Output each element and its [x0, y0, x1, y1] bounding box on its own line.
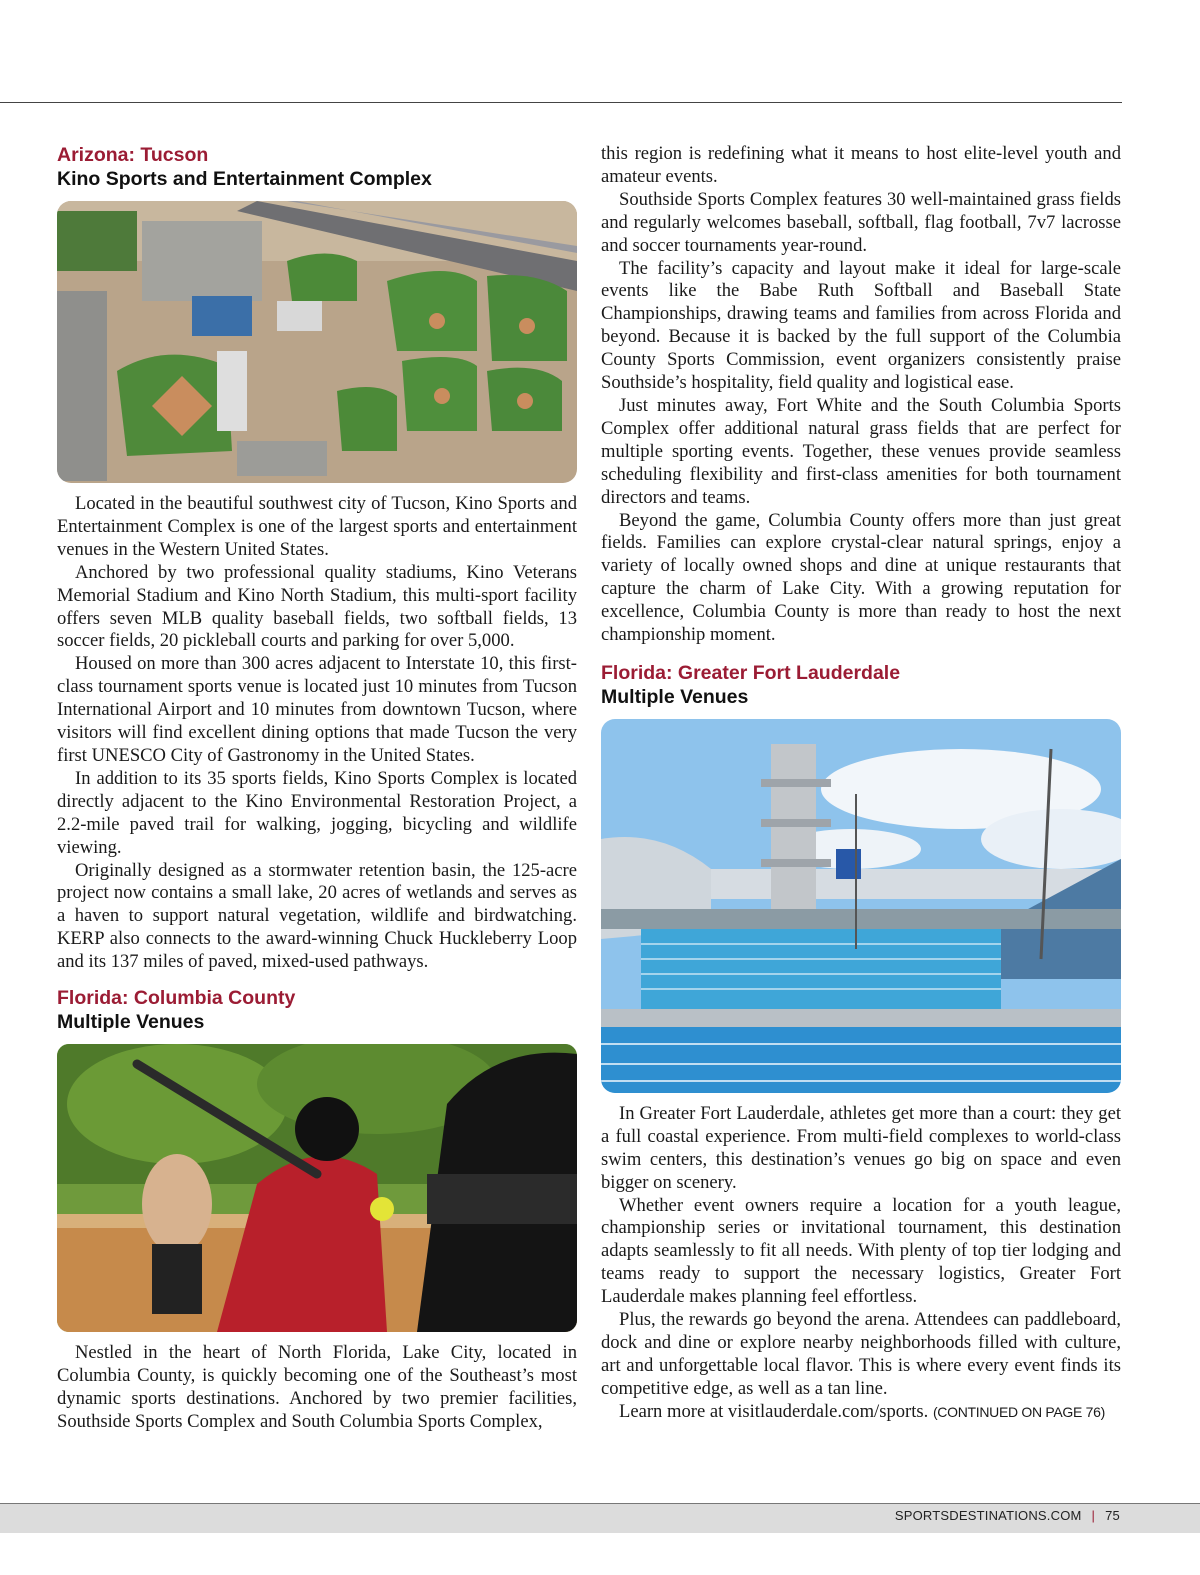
- lauderdale-learn-more-paragraph: [601, 1401, 1121, 1424]
- tucson-region-heading: Arizona: Tucson: [57, 144, 209, 166]
- footer-site[interactable]: SPORTSDESTINATIONS.COM: [894, 1508, 1082, 1523]
- columbia-paragraph-continued: this region is redefining what it means to host elite-level youth and amateur events.: [601, 143, 1121, 187]
- tucson-paragraph: Housed on more than 300 acres adjacent to Interstate 10, this first-class tournament sports venue is located just 10 minutes from Tucson International Airport and 10 minutes from downtown Tucson, where visitors will find excellent dining options that made Tucson the very first UNESCO City of Gastronomy in the United States.: [57, 653, 577, 766]
- columbia-paragraph: Southside Sports Complex features 30 well-maintained grass fields and regularly welcomes baseball, softball, flag football, 7v7 lacrosse and soccer tournaments year-round.: [601, 188, 1121, 256]
- tucson-paragraph: In addition to its 35 sports fields, Kino Sports Complex is located directly adjacent to the Kino Environmental Restoration Project, a 2.2-mile paved trail for walking, jogging, bicycling and wildlife viewing.: [57, 767, 577, 858]
- columbia-paragraph: Nestled in the heart of North Florida, Lake City, located in Columbia County, is quickly becoming one of the Southeast’s most dynamic sports destinations. Anchored by two premier facilities, Southside Sports Complex and South Columbia Sports Complex,: [57, 1342, 577, 1432]
- lauderdale-paragraph: Plus, the rewards go beyond the arena. Attendees can paddleboard, dock and dine or explore nearby neighborhoods filled with culture, art and unforgettable local flavor. This is where every event finds its competitive edge, as well as a tan line.: [601, 1309, 1121, 1399]
- footer-separator: |: [1091, 1508, 1096, 1523]
- page-number: 75: [1105, 1508, 1120, 1523]
- columbia-paragraph: Beyond the game, Columbia County offers more than just great fields. Families can explore crystal-clear natural springs, enjoy a variety of locally owned shops and dine at unique restaurants that capture the charm of Lake City. With a growing reputation for excellence, Columbia County is more than ready to host the next championship moment.: [601, 509, 1121, 646]
- lauderdale-paragraph: In Greater Fort Lauderdale, athletes get more than a court: they get a full coastal experience. From multi-field complexes to world-class swim centers, this destination’s venues go big on space and even bigger on scenery.: [601, 1102, 1121, 1193]
- footer-rule: [0, 1503, 1200, 1504]
- lauderdale-region-heading: Florida: Greater Fort Lauderdale: [601, 661, 901, 684]
- learn-more-link[interactable]: Learn more at visitlauderdale.com/sports.: [619, 1400, 929, 1422]
- top-rule: [0, 102, 1122, 103]
- tucson-paragraph: Anchored by two professional quality stadiums, Kino Veterans Memorial Stadium and Kino North Stadium, this multi-sport facility offers seven MLB quality baseball fields, two softball fields, 13 soccer fields, 20 pickleball courts and parking for over 5,000.: [57, 561, 577, 652]
- columbia-paragraph: The facility’s capacity and layout make it ideal for large-scale events like the Babe Ruth Softball and Baseball State Championships, drawing teams and families from across Florida and beyond. Because it is backed by the full support of the Columbia County Sports Commission, event organizers consistently praise Southside’s hospitality, field quality and logistical ease.: [601, 257, 1121, 394]
- footer: [895, 1508, 1120, 1523]
- lauderdale-venue-heading: Multiple Venues: [601, 685, 749, 708]
- columbia-venue-heading: Multiple Venues: [57, 1011, 205, 1034]
- tucson-paragraph: Located in the beautiful southwest city of Tucson, Kino Sports and Entertainment Complex is one of the largest sports and entertainment venues in the Western United States.: [57, 493, 577, 560]
- columbia-region-heading: Florida: Columbia County: [57, 987, 296, 1010]
- continued-note: (CONTINUED ON PAGE 76): [932, 1403, 1105, 1420]
- softball-batter-photo: [57, 1044, 577, 1332]
- columbia-paragraph: Just minutes away, Fort White and the South Columbia Sports Complex offer additional natural grass fields that are perfect for multiple sporting events. Together, these venues provide seamless scheduling flexibility and first-class amenities for both tournament directors and teams.: [601, 394, 1121, 508]
- right-column: [601, 143, 1121, 1424]
- tucson-paragraph: Originally designed as a stormwater retention basin, the 125-acre project now contains a small lake, 20 acres of wetlands and serves as a haven to support natural vegetation, wildlife and birdwatching. KERP also connects to the award-winning Chuck Huckleberry Loop and its 137 miles of paved, mixed-used pathways.: [57, 859, 577, 973]
- kino-aerial-photo: [57, 201, 577, 483]
- tucson-venue-heading: Kino Sports and Entertainment Complex: [57, 168, 432, 190]
- aquatic-center-photo: [601, 719, 1121, 1093]
- left-column: [57, 143, 577, 1434]
- lauderdale-paragraph: Whether event owners require a location for a youth league, championship series or invitational tournament, this destination adapts seamlessly to fit all needs. With plenty of top tier lodging and teams ready to support the necessary logistics, Greater Fort Lauderdale makes planning feel effortless.: [601, 1194, 1121, 1308]
